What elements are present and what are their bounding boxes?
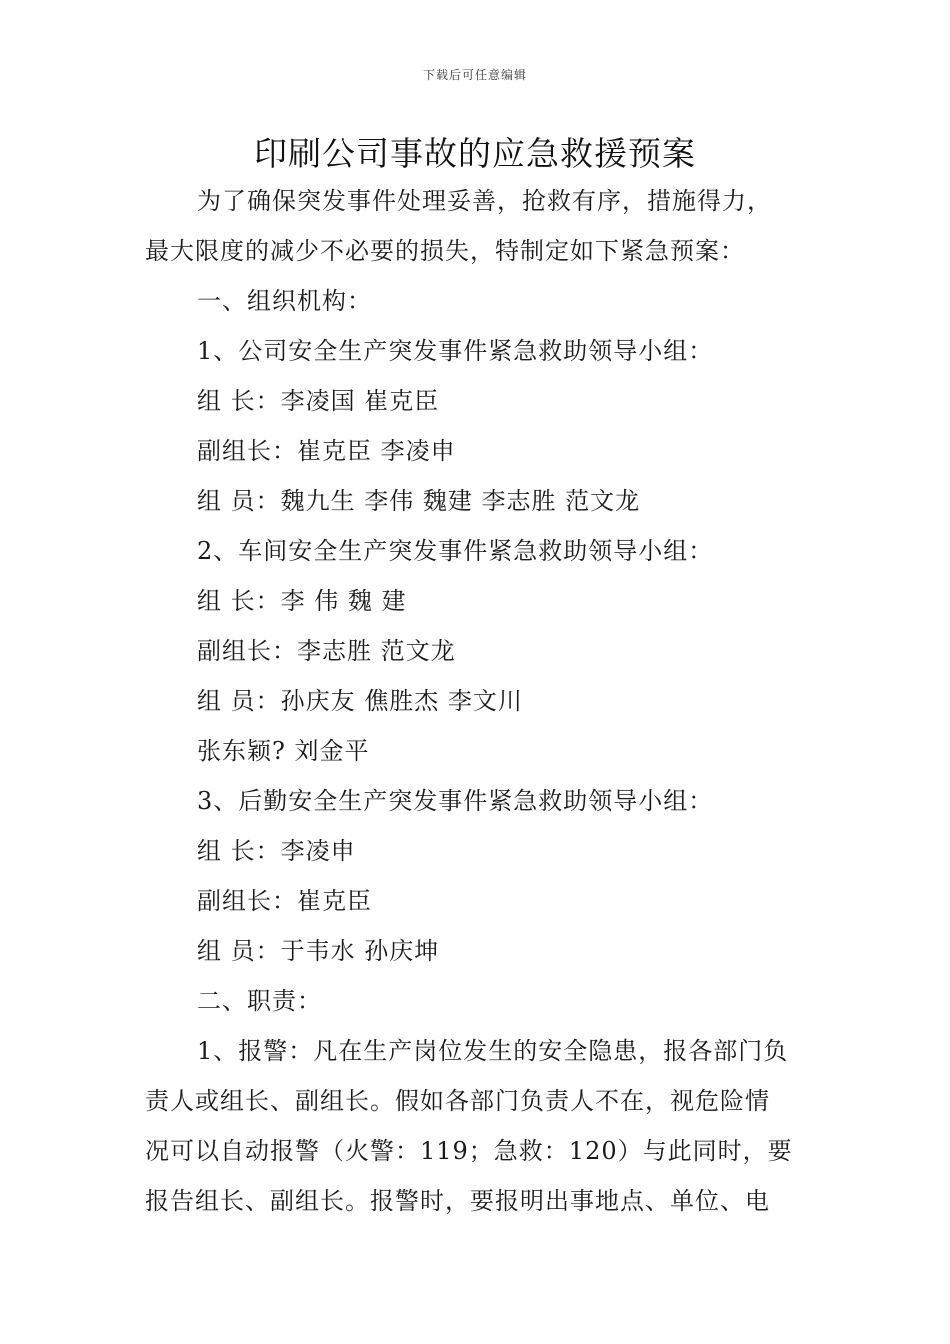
- group-members: 组 员：魏九生 李伟 魏建 李志胜 范文龙: [197, 487, 641, 515]
- paragraph-line: 报告组长、副组长。报警时，要报明出事地点、单位、电: [145, 1187, 770, 1215]
- paragraph-line: 1、报警：凡在生产岗位发生的安全隐患，报各部门负: [197, 1037, 789, 1065]
- document-body: [145, 176, 810, 1226]
- paragraph-line: 为了确保突发事件处理妥善，抢救有序，措施得力，: [197, 187, 772, 215]
- group-members: 组 员：孙庆友 僬胜杰 李文川: [197, 687, 523, 715]
- group-heading: 1、公司安全生产突发事件紧急救助领导小组：: [197, 337, 714, 365]
- group-heading: 3、后勤安全生产突发事件紧急救助领导小组：: [197, 787, 714, 815]
- group-leader: 组 长：李 伟 魏 建: [197, 587, 407, 615]
- group-members: 组 员：于韦水 孙庆坤: [197, 937, 440, 965]
- group-deputy: 副组长：李志胜 范文龙: [197, 637, 456, 665]
- paragraph-line: 况可以自动报警（火警：119；急救：120）与此同时，要: [145, 1137, 793, 1165]
- group-deputy: 副组长：崔克臣 李凌申: [197, 437, 456, 465]
- group-leader: 组 长：李凌国 崔克臣: [197, 387, 440, 415]
- section-heading: 二、职责：: [197, 987, 322, 1015]
- group-members-continued: 张东颖? 刘金平: [197, 737, 370, 765]
- header-note: 下载后可任意编辑: [422, 68, 527, 82]
- group-heading: 2、车间安全生产突发事件紧急救助领导小组：: [197, 537, 714, 565]
- group-deputy: 副组长：崔克臣: [197, 887, 372, 915]
- group-leader: 组 长：李凌申: [197, 837, 356, 865]
- document-title: 印刷公司事故的应急救援预案: [254, 134, 696, 173]
- paragraph-line: 责人或组长、副组长。假如各部门负责人不在，视危险情: [145, 1087, 770, 1115]
- paragraph-line: 最大限度的减少不必要的损失，特制定如下紧急预案：: [145, 237, 745, 265]
- section-heading: 一、组织机构：: [197, 287, 372, 315]
